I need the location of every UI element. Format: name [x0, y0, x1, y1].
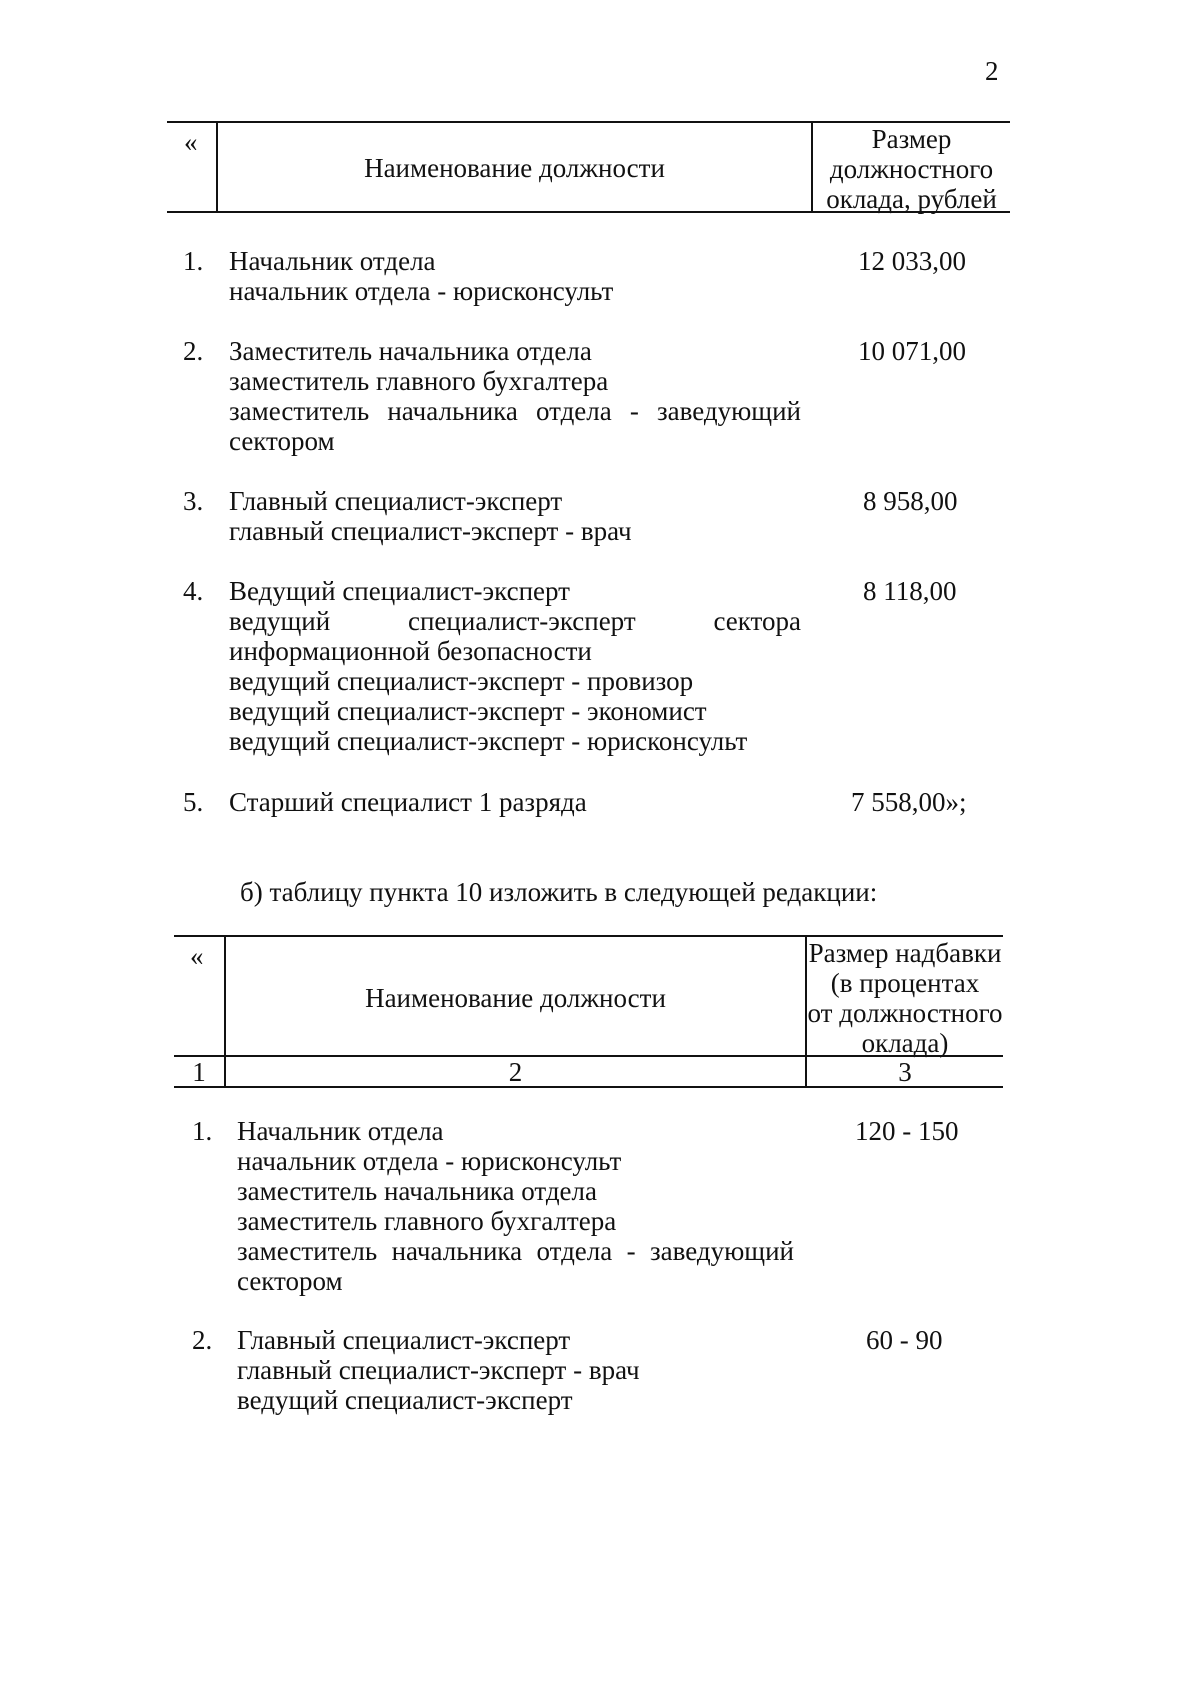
- column-number: 2: [508, 1057, 523, 1087]
- salary-value: 7 558,00»;: [851, 787, 967, 817]
- header-line: от должностного: [807, 998, 1003, 1028]
- row-number: 3.: [183, 486, 204, 516]
- table2-open-quote: «: [190, 941, 204, 971]
- position-line: сектором: [237, 1266, 343, 1296]
- table2-top-border: [174, 935, 1003, 937]
- position-line-justified: [229, 606, 801, 636]
- column-number: 1: [192, 1057, 206, 1087]
- word: специалист-эксперт: [408, 606, 636, 636]
- row-number: 2.: [192, 1325, 213, 1355]
- header-line: оклада, рублей: [826, 184, 997, 214]
- table1-top-border: [167, 121, 1010, 123]
- row-number: 1.: [192, 1116, 213, 1146]
- table1-size-column-header: [813, 124, 1010, 214]
- position-line: заместитель главного бухгалтера: [229, 366, 609, 396]
- word: заведующий: [650, 1236, 794, 1266]
- column-number: 3: [898, 1057, 912, 1087]
- allowance-value: 60 - 90: [866, 1325, 943, 1355]
- position-line: Главный специалист-эксперт: [237, 1325, 571, 1355]
- position-line: ведущий специалист-эксперт - провизор: [229, 666, 694, 696]
- row-number: 5.: [183, 787, 204, 817]
- word: начальника: [391, 1236, 523, 1266]
- position-line: заместитель главного бухгалтера: [237, 1206, 617, 1236]
- position-line: заместитель начальника отдела: [237, 1176, 597, 1206]
- salary-value: 12 033,00: [858, 246, 966, 276]
- word: ведущий: [229, 606, 331, 636]
- word: заведующий: [657, 396, 801, 426]
- word: начальника: [387, 396, 518, 426]
- position-line: сектором: [229, 426, 335, 456]
- position-line: Начальник отдела: [237, 1116, 444, 1146]
- salary-value: 8 118,00: [863, 576, 957, 606]
- word: отдела: [535, 396, 612, 426]
- position-line: ведущий специалист-эксперт - экономист: [229, 696, 707, 726]
- row-number: 1.: [183, 246, 204, 276]
- header-line: оклада): [861, 1028, 949, 1058]
- position-line-justified: [237, 1236, 794, 1266]
- position-line: начальник отдела - юрисконсульт: [229, 276, 614, 306]
- row-number: 2.: [183, 336, 204, 366]
- paragraph-b: б) таблицу пункта 10 изложить в следующей редакции:: [240, 877, 878, 907]
- allowance-value: 120 - 150: [855, 1116, 959, 1146]
- header-line: (в процентах: [830, 968, 980, 998]
- table2-name-column-header: Наименование должности: [365, 983, 666, 1013]
- position-line: информационной безопасности: [229, 636, 592, 666]
- position-line: ведущий специалист-эксперт - юрисконсульт: [229, 726, 748, 756]
- position-line: главный специалист-эксперт - врач: [237, 1355, 640, 1385]
- salary-value: 8 958,00: [863, 486, 958, 516]
- word: сектора: [713, 606, 801, 636]
- header-line: Размер надбавки: [808, 938, 1002, 968]
- header-line: должностного: [829, 154, 994, 184]
- position-line: Главный специалист-эксперт: [229, 486, 563, 516]
- position-line: Начальник отдела: [229, 246, 436, 276]
- salary-value: 10 071,00: [858, 336, 966, 366]
- header-line: Размер: [871, 124, 952, 154]
- word: отдела: [536, 1236, 613, 1266]
- position-line-justified: [229, 396, 801, 426]
- page-number: 2: [985, 56, 999, 86]
- position-line: ведущий специалист-эксперт: [237, 1385, 573, 1415]
- word: -: [629, 396, 639, 426]
- word: заместитель: [237, 1236, 378, 1266]
- word: -: [626, 1236, 636, 1266]
- word: заместитель: [229, 396, 370, 426]
- table1-name-column-header: Наименование должности: [364, 153, 665, 183]
- position-line: главный специалист-эксперт - врач: [229, 516, 632, 546]
- position-line: Ведущий специалист-эксперт: [229, 576, 570, 606]
- table1-open-quote: «: [184, 127, 198, 157]
- table2-size-column-header: [807, 938, 1003, 1058]
- position-line: Старший специалист 1 разряда: [229, 787, 587, 817]
- position-line: начальник отдела - юрисконсульт: [237, 1146, 622, 1176]
- row-number: 4.: [183, 576, 204, 606]
- position-line: Заместитель начальника отдела: [229, 336, 592, 366]
